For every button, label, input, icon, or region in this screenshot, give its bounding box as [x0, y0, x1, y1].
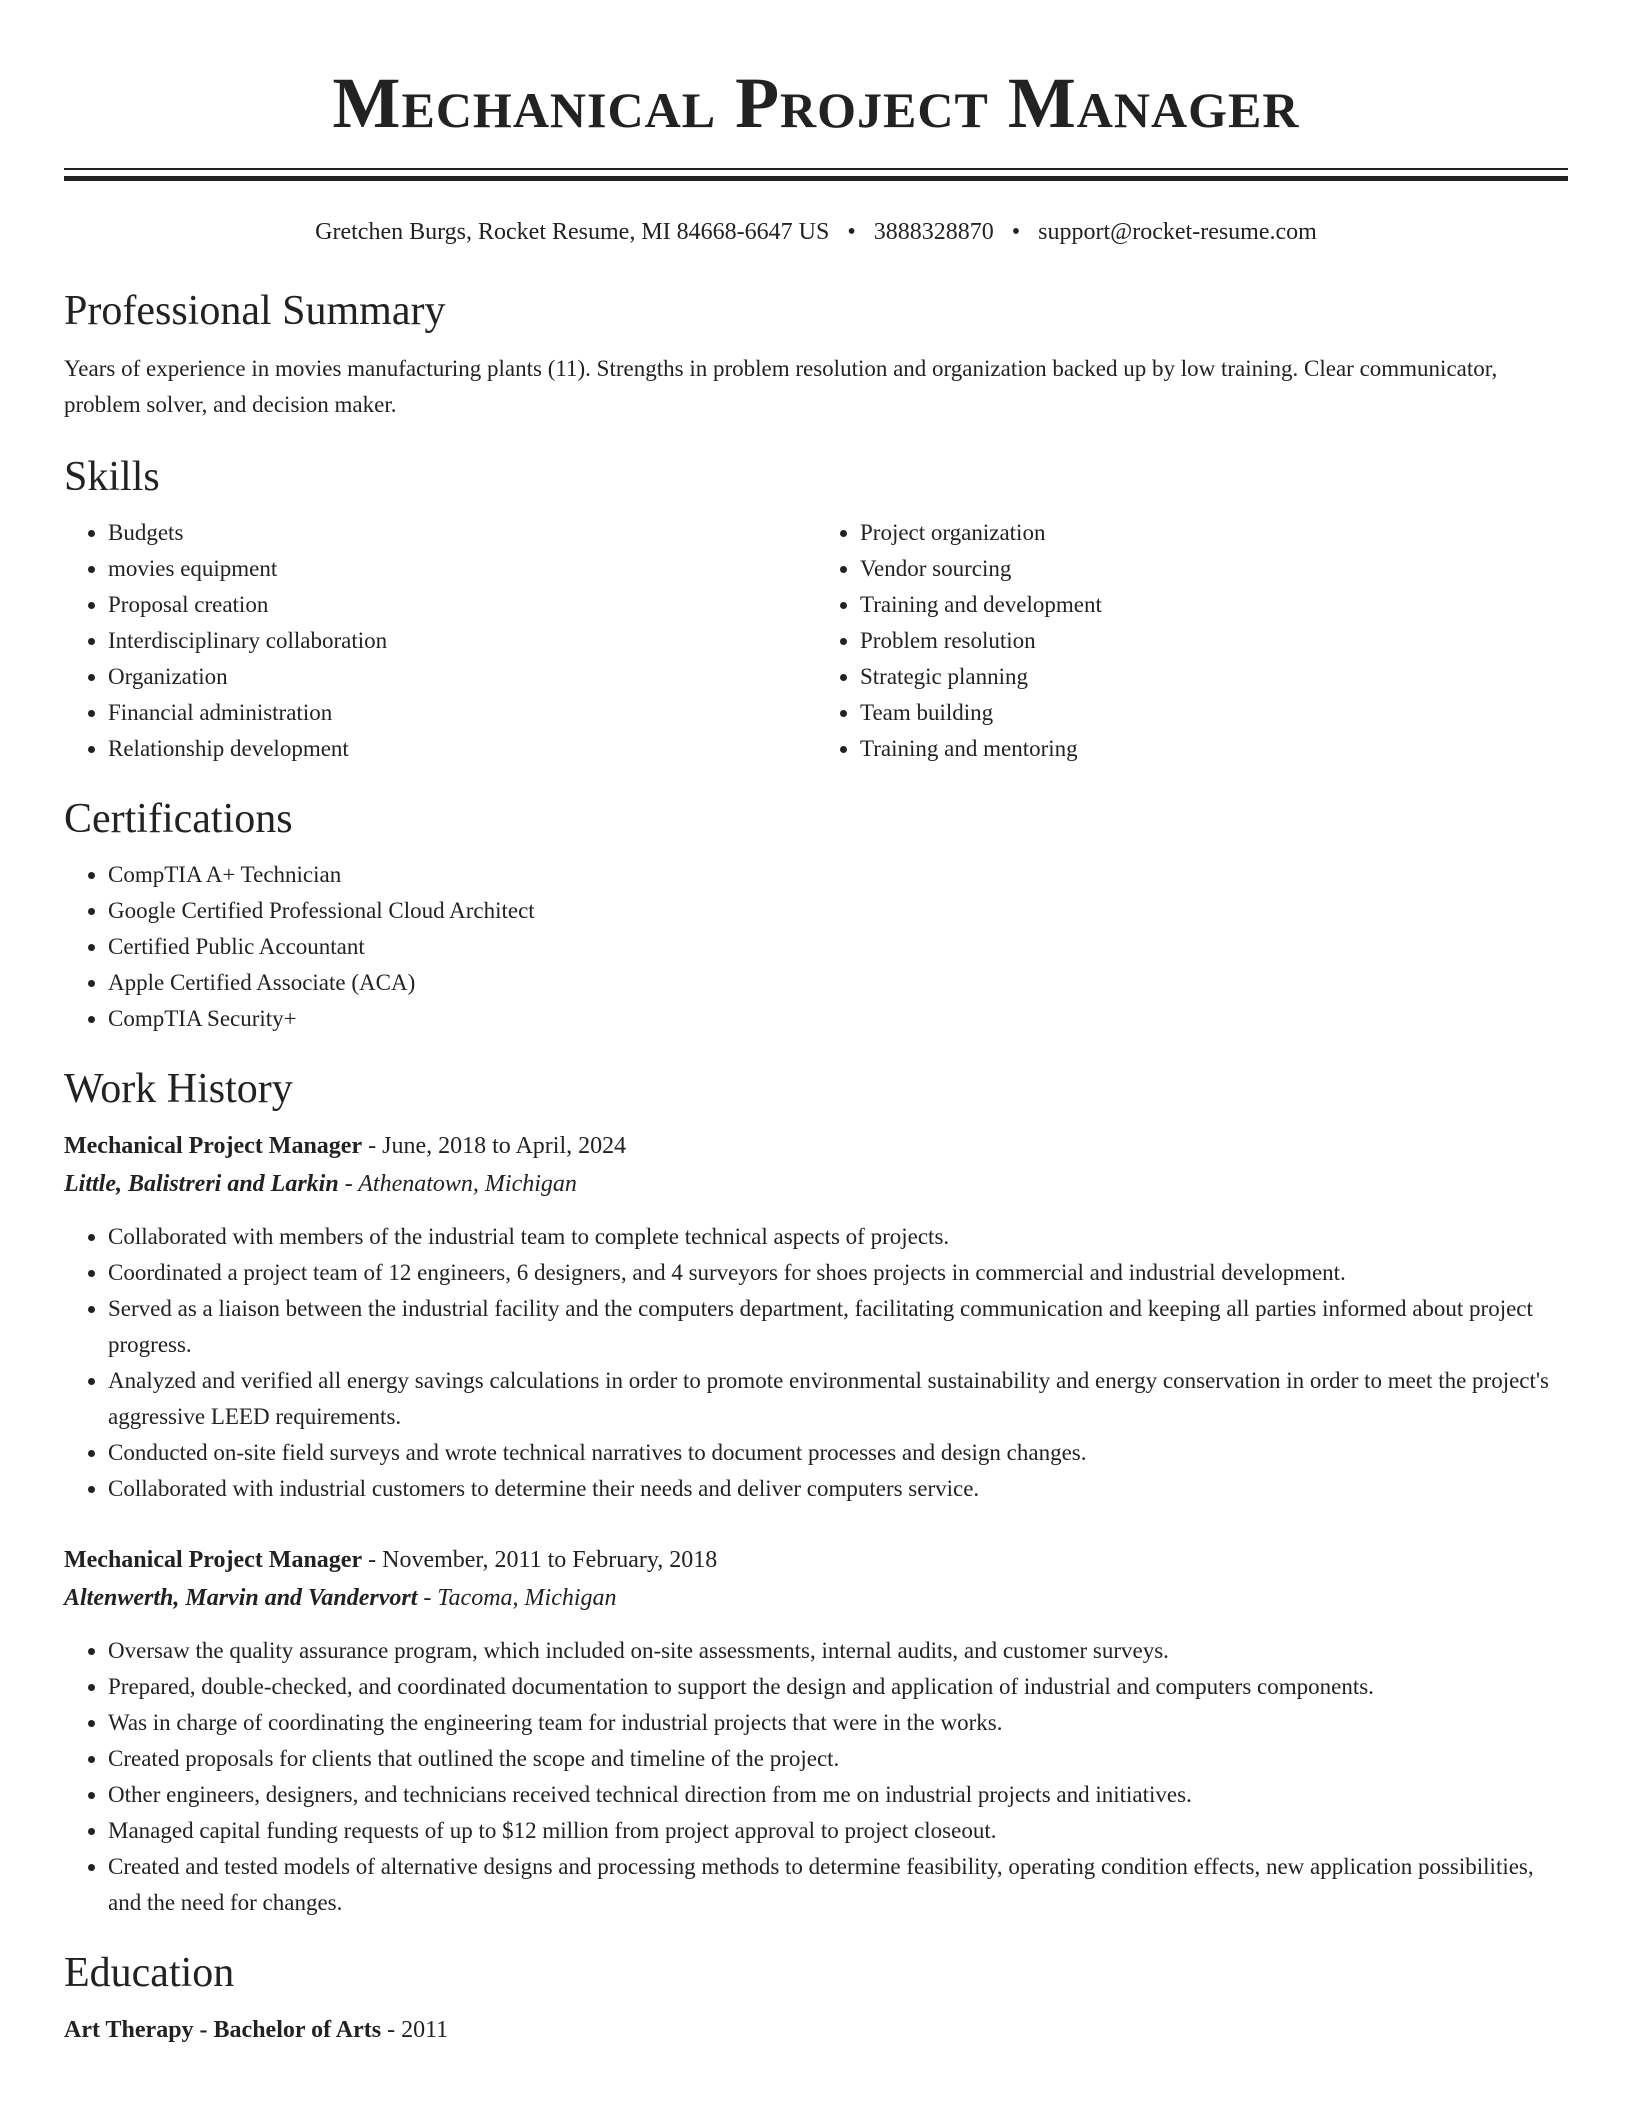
job-bullet: • Managed capital funding requests of up to $12 million from project approval to project closeout. — [108, 1813, 1568, 1849]
job-company-line — [64, 1579, 1568, 1617]
skill-item: • Financial administration — [108, 695, 816, 731]
resume-title: Mechanical Project Manager — [332, 63, 1300, 143]
certification-item: • Google Certified Professional Cloud Architect — [108, 893, 1568, 929]
certification-item: • Certified Public Accountant — [108, 929, 1568, 965]
job-bullet: • Was in charge of coordinating the engineering team for industrial projects that were in the works. — [108, 1705, 1568, 1741]
skill-item: • Organization — [108, 659, 816, 695]
job-location: - Athenatown, Michigan — [338, 1171, 577, 1197]
job-bullets — [64, 1633, 1568, 1921]
job-role: Mechanical Project Manager — [64, 1133, 363, 1159]
summary-text: Years of experience in movies manufacturing plants (11). Strengths in problem resolution and organization backed up by low training. Clear communicator, problem solver, and decision maker. — [64, 356, 1498, 417]
certifications-list — [64, 857, 1568, 1037]
job-bullet: • Created proposals for clients that outlined the scope and timeline of the project. — [108, 1741, 1568, 1777]
job-bullet: • Conducted on-site field surveys and wrote technical narratives to document processes and design changes. — [108, 1435, 1568, 1471]
job-bullet: • Oversaw the quality assurance program, which included on-site assessments, internal audits, and customer surveys. — [108, 1633, 1568, 1669]
skill-item: • Team building — [860, 695, 1568, 731]
skills-list-left — [64, 515, 816, 767]
job-entry — [64, 1541, 1568, 1921]
skill-item: • Project organization — [860, 515, 1568, 551]
education-degree: Art Therapy - Bachelor of Arts — [64, 2017, 382, 2043]
skill-item: • Training and mentoring — [860, 731, 1568, 767]
skills-grid — [64, 515, 1568, 767]
job-bullet: • Prepared, double-checked, and coordinated documentation to support the design and application of industrial and computers components. — [108, 1669, 1568, 1705]
title-divider-thin — [64, 168, 1568, 170]
skill-item: • Problem resolution — [860, 623, 1568, 659]
job-bullet: • Other engineers, designers, and technicians received technical direction from me on industrial projects and initiatives. — [108, 1777, 1568, 1813]
skills-list-right — [816, 515, 1568, 767]
education-entry — [64, 2011, 1568, 2049]
skills-heading: Skills — [64, 454, 160, 500]
job-role: Mechanical Project Manager — [64, 1547, 363, 1573]
education-year: - 2011 — [381, 2017, 449, 2043]
skill-item: • movies equipment — [108, 551, 816, 587]
contact-separator: • — [1011, 219, 1021, 245]
skill-item: • Proposal creation — [108, 587, 816, 623]
job-bullet: • Analyzed and verified all energy savings calculations in order to promote environmental sustainability and energy conservation in order to meet the project's aggressive LEED requirements. — [108, 1363, 1568, 1435]
skill-item: • Vendor sourcing — [860, 551, 1568, 587]
contact-phone: 3888328870 — [873, 219, 994, 245]
contact-address: Gretchen Burgs, Rocket Resume, MI 84668-6647 US — [315, 219, 830, 245]
certification-item: • CompTIA Security+ — [108, 1001, 1568, 1037]
education-heading: Education — [64, 1950, 235, 1996]
skill-item: • Budgets — [108, 515, 816, 551]
job-bullet: • Created and tested models of alternative designs and processing methods to determine feasibility, operating condition effects, new application possibilities, and the need for changes. — [108, 1849, 1568, 1921]
certifications-heading: Certifications — [64, 796, 293, 842]
certification-item: • CompTIA A+ Technician — [108, 857, 1568, 893]
job-company-line — [64, 1165, 1568, 1203]
skill-item: • Interdisciplinary collaboration — [108, 623, 816, 659]
skill-item: • Relationship development — [108, 731, 816, 767]
job-dates: - June, 2018 to April, 2024 — [362, 1133, 627, 1159]
job-title-line — [64, 1127, 1568, 1165]
job-bullet: • Collaborated with members of the industrial team to complete technical aspects of projects. — [108, 1219, 1568, 1255]
job-entry — [64, 1127, 1568, 1507]
job-bullet: • Coordinated a project team of 12 engineers, 6 designers, and 4 surveyors for shoes projects in commercial and industrial development. — [108, 1255, 1568, 1291]
job-company: Altenwerth, Marvin and Vandervort — [64, 1585, 418, 1611]
title-divider-thick — [64, 176, 1568, 181]
skill-item: • Training and development — [860, 587, 1568, 623]
job-bullet: • Served as a liaison between the industrial facility and the computers department, facilitating communication and keeping all parties informed about project progress. — [108, 1291, 1568, 1363]
job-company: Little, Balistreri and Larkin — [64, 1171, 339, 1197]
work-history-heading: Work History — [64, 1066, 293, 1112]
summary-heading: Professional Summary — [64, 288, 446, 334]
job-dates: - November, 2011 to February, 2018 — [362, 1547, 718, 1573]
contact-separator: • — [847, 219, 856, 245]
job-location: - Tacoma, Michigan — [417, 1585, 617, 1611]
job-bullets — [64, 1219, 1568, 1507]
contact-line — [64, 217, 1568, 247]
job-bullet: • Collaborated with industrial customers to determine their needs and deliver computers service. — [108, 1471, 1568, 1507]
contact-email: support@rocket-resume.com — [1038, 219, 1317, 245]
skill-item: • Strategic planning — [860, 659, 1568, 695]
certification-item: • Apple Certified Associate (ACA) — [108, 965, 1568, 1001]
job-title-line — [64, 1541, 1568, 1579]
